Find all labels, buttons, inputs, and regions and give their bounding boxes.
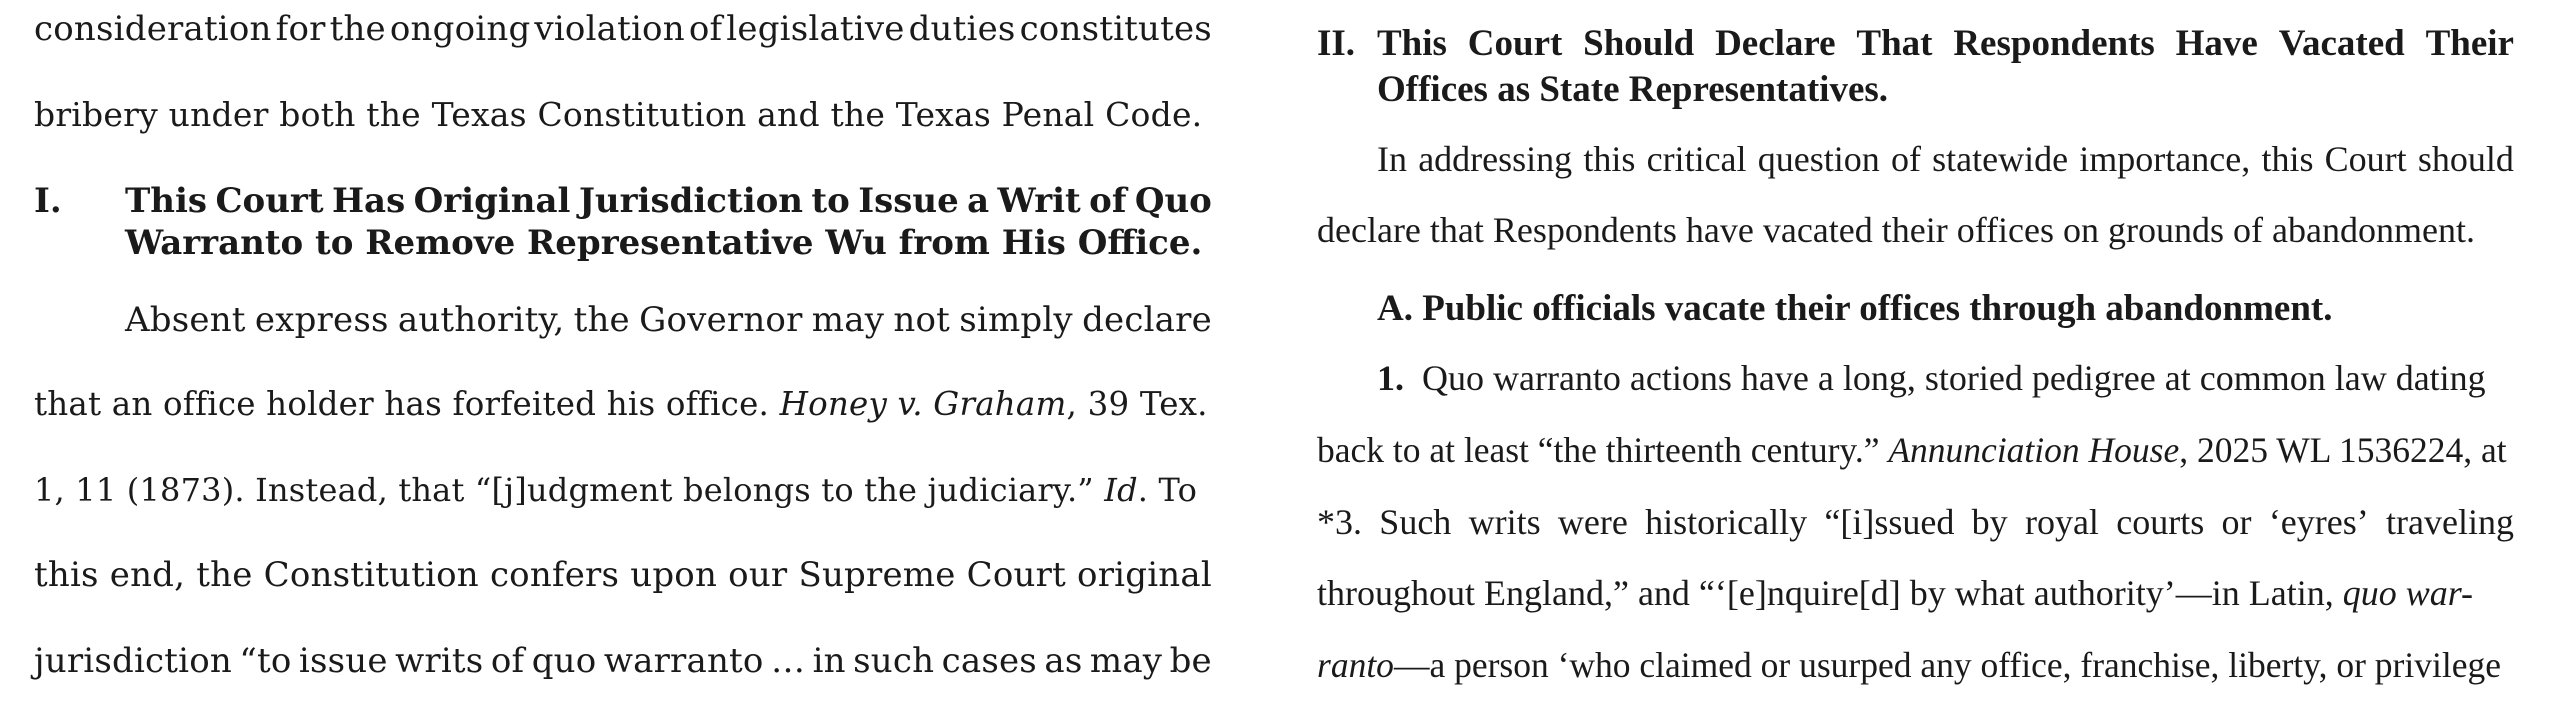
left-text-line — [34, 555, 1212, 595]
word: Declare — [1715, 23, 1836, 64]
word: as — [1044, 641, 1083, 681]
word: the — [573, 300, 630, 340]
word: Court — [966, 555, 1066, 595]
word: legislative — [726, 9, 905, 49]
word: this — [34, 555, 99, 595]
word: not — [893, 300, 950, 340]
word: question — [1757, 139, 1880, 179]
word: Has — [331, 181, 406, 221]
word: writs — [395, 641, 484, 681]
word: importance, — [2079, 139, 2251, 179]
word: That — [1856, 23, 1933, 64]
word: of — [1089, 181, 1127, 221]
word: such — [853, 641, 935, 681]
word: Absent — [125, 300, 246, 340]
word: “[i]ssued — [1824, 502, 1955, 542]
word: Such — [1379, 502, 1452, 542]
right-text-line — [1317, 429, 2514, 471]
right-text-line — [1377, 138, 2514, 180]
section-number: II. — [1317, 23, 1356, 64]
word: declare — [1082, 300, 1212, 340]
latin-term: quo war- — [2342, 573, 2473, 613]
text-span — [1377, 357, 2486, 399]
word: our — [728, 555, 788, 595]
case-name: Annunciation House — [1888, 430, 2180, 470]
right-text-line — [1377, 357, 2514, 399]
word: courts — [2116, 502, 2205, 542]
word: should — [2417, 139, 2514, 179]
word: duties — [908, 9, 1016, 49]
word: constitutes — [1019, 9, 1212, 49]
case-name: Honey v. Graham — [779, 385, 1067, 423]
word: warranto — [603, 641, 764, 681]
latin-term: ranto — [1317, 645, 1394, 685]
right-text-line — [1317, 572, 2514, 614]
word: were — [1557, 502, 1628, 542]
text-span: —a person ‘who claimed or usurped any office, franchise, liberty, or privilege — [1393, 645, 2501, 685]
word: end, — [109, 555, 186, 595]
word: upon — [630, 555, 718, 595]
word: Constitution — [263, 555, 479, 595]
word: authority, — [397, 300, 565, 340]
text-span: . To — [1137, 471, 1198, 509]
word: … — [770, 641, 806, 681]
word: jurisdiction — [34, 641, 232, 681]
text-span: Public officials vacate their offices through abandonment. — [1422, 288, 2333, 329]
word: original — [1077, 555, 1212, 595]
paragraph-number: 1. — [1377, 358, 1404, 398]
left-text-line — [34, 641, 1212, 681]
word: This — [125, 181, 208, 221]
word: may — [811, 300, 885, 340]
text-span: throughout England,” and “‘[e]nquire[d] by what authority’—in Latin, — [1317, 573, 2334, 613]
word: critical — [1646, 139, 1747, 179]
word: confers — [489, 555, 620, 595]
word: Quo — [1134, 181, 1212, 221]
word: this — [1583, 139, 1636, 179]
left-text-line — [125, 300, 1212, 340]
word: consideration — [34, 9, 272, 49]
right-text-line — [1317, 644, 2514, 686]
section-heading-line — [125, 222, 1212, 264]
word: the — [196, 555, 253, 595]
word: Governor — [639, 300, 803, 340]
text-span: that an office holder has forfeited his office. — [34, 385, 770, 423]
text-span: Offices as State Representatives. — [1377, 69, 1889, 110]
word: Should — [1583, 23, 1695, 64]
word: Issue — [858, 181, 959, 221]
word: simply — [959, 300, 1073, 340]
right-text-line — [1317, 501, 2514, 543]
word: Have — [2175, 23, 2258, 64]
word: writs — [1468, 502, 1541, 542]
word: be — [1169, 641, 1212, 681]
word: in — [812, 641, 846, 681]
citation-id: Id — [1104, 471, 1138, 509]
word: Respondents — [1953, 23, 2155, 64]
word: ongoing — [389, 9, 531, 49]
word: Court — [2324, 139, 2407, 179]
word: the — [329, 9, 386, 49]
word: of — [688, 9, 723, 49]
word: Court — [1467, 23, 1563, 64]
word: to — [811, 181, 850, 221]
text-span: declare that Respondents have vacated their offices on grounds of abandonment. — [1317, 210, 2475, 250]
word: In — [1377, 139, 1407, 179]
word: Vacated — [2278, 23, 2405, 64]
word: quo — [531, 641, 597, 681]
text-span: Warranto to Remove Representative Wu from His Office. — [125, 223, 1203, 263]
word: cases — [941, 641, 1037, 681]
word: of — [1890, 139, 1921, 179]
left-text-line — [34, 384, 1212, 424]
word: express — [254, 300, 389, 340]
word: traveling — [2386, 502, 2514, 542]
word: historically — [1645, 502, 1808, 542]
left-text-line — [34, 470, 1212, 510]
word: Court — [215, 181, 324, 221]
section-number: I. — [34, 181, 62, 221]
word: addressing — [1418, 139, 1573, 179]
text-span: back to at least “the thirteenth century.” — [1317, 430, 1880, 470]
word: ‘eyres’ — [2268, 502, 2369, 542]
word: Their — [2425, 23, 2514, 64]
word: this — [2261, 139, 2314, 179]
word: a — [967, 181, 990, 221]
left-text-line — [34, 95, 1212, 135]
text-span: , 2025 WL 1536224, at — [2179, 430, 2507, 470]
text-span: , 39 Tex. — [1066, 385, 1208, 423]
word: Jurisdiction — [578, 181, 804, 221]
text-span: Quo warranto actions have a long, storied pedigree at common law dating — [1422, 358, 2486, 398]
left-text-line — [34, 9, 1212, 49]
word: of — [490, 641, 525, 681]
word: Supreme — [798, 555, 956, 595]
word: or — [2221, 502, 2252, 542]
word: issue — [298, 641, 388, 681]
word: statewide — [1932, 139, 2069, 179]
section-heading-line — [1377, 22, 2514, 66]
word: by — [1971, 502, 2008, 542]
word: “to — [239, 641, 292, 681]
section-heading-line — [125, 180, 1212, 222]
word: for — [275, 9, 326, 49]
subsection-label: A. — [1377, 288, 1413, 329]
word: Original — [413, 181, 571, 221]
word: Writ — [997, 181, 1081, 221]
right-text-line — [1317, 209, 2514, 251]
word: *3. — [1317, 502, 1362, 542]
subsection-heading — [1377, 288, 2560, 330]
text-span: 1, 11 (1873). Instead, that “[j]udgment belongs to the judiciary.” — [34, 471, 1094, 509]
word: This — [1377, 23, 1447, 64]
word: violation — [534, 9, 685, 49]
text-span: bribery under both the Texas Constitution and the Texas Penal Code. — [34, 95, 1203, 134]
word: royal — [2024, 502, 2099, 542]
word: may — [1089, 641, 1163, 681]
section-heading-line — [1377, 68, 2514, 112]
